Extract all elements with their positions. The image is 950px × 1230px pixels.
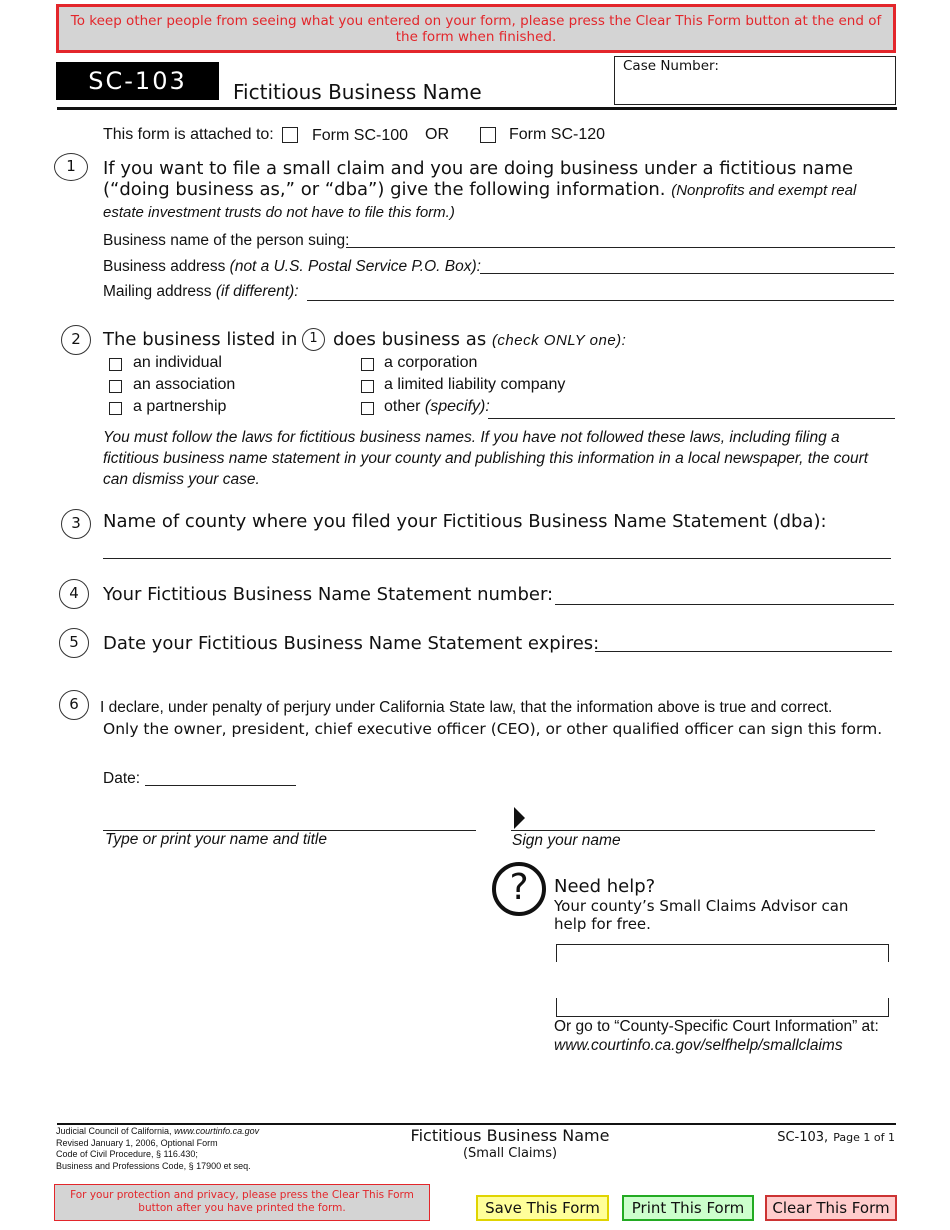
help-title: Need help? (554, 876, 656, 897)
statement-number-field[interactable] (555, 604, 894, 605)
help-question-icon: ? (492, 862, 546, 916)
checkbox-corporation[interactable] (361, 358, 374, 371)
option-other-label: other (384, 398, 421, 415)
footer-rule (57, 1123, 896, 1125)
bottom-notice-text: For your protection and privacy, please press the Clear This Form button after you have printed the form. (70, 1189, 414, 1214)
item-1-text (103, 158, 893, 223)
name-title-caption: Type or print your name and title (105, 831, 327, 848)
item-1-main-text: If you want to file a small claim and you are doing business under a fictitious name (“doing business as,” or “dba”) give the following information. (103, 158, 854, 200)
save-form-button[interactable]: Save This Form (476, 1195, 609, 1221)
footer-center-title: Fictitious Business Name (410, 1126, 610, 1145)
advisor-box-bottom-rule (557, 1016, 888, 1017)
attached-label: This form is attached to: (103, 126, 274, 143)
item-2-warning: You must follow the laws for fictitious business names. If you have not followed these laws, including filing a fictitious business name statement in your county and publishing this information in a local newspaper, the court can dismiss your case. (103, 429, 869, 488)
footer-code1: Code of Civil Procedure, § 116.430; (56, 1149, 198, 1159)
form-code-badge (56, 62, 219, 100)
footer-council: Judicial Council of California, (56, 1126, 172, 1136)
item-2-number: 2 (61, 325, 91, 355)
page-title: Fictitious Business Name (233, 80, 482, 104)
advisor-info-box[interactable] (556, 944, 889, 1017)
option-llc-label: a limited liability company (384, 376, 566, 393)
item-2-text (103, 329, 297, 350)
option-partnership-label: a partnership (133, 398, 227, 415)
item-6-declaration: I declare, under penalty of perjury under California State law, that the information above is true and correct. (100, 699, 833, 716)
business-name-field[interactable] (346, 247, 895, 248)
footer-form-code: SC-103, (777, 1130, 829, 1145)
form-code: SC-103 (88, 67, 187, 95)
item-2-text-b: does business as (333, 329, 487, 350)
mailing-address-label: Mailing address (103, 283, 212, 300)
attached-opt2-label: Form SC-120 (509, 126, 606, 143)
expiration-date-field[interactable] (595, 651, 892, 652)
advisor-box-top-rule (557, 944, 888, 945)
item-3-text: Name of county where you filed your Fictitious Business Name Statement (dba): (103, 511, 827, 532)
county-field[interactable] (103, 558, 891, 559)
footer-revised: Revised January 1, 2006, Optional Form (56, 1137, 218, 1148)
case-number-label: Case Number: (623, 58, 719, 74)
business-address-field[interactable] (480, 273, 894, 274)
item-4-text: Your Fictitious Business Name Statement number: (103, 584, 554, 605)
top-privacy-notice (56, 4, 896, 53)
item-5-text: Date your Fictitious Business Name Statement expires: (103, 633, 600, 654)
checkbox-association[interactable] (109, 380, 122, 393)
advisor-box-gap-right (886, 962, 890, 998)
attached-or: OR (425, 126, 449, 143)
checkbox-other[interactable] (361, 402, 374, 415)
option-association-label: an association (133, 376, 236, 393)
help-goto: Or go to “County-Specific Court Information” at: (554, 1018, 879, 1035)
case-number-box[interactable] (614, 56, 896, 105)
mailing-address-label-wrap (103, 283, 299, 301)
business-address-note: (not a U.S. Postal Service P.O. Box): (229, 258, 481, 275)
item-2-text-a: The business listed in (103, 329, 298, 350)
option-corporation-label: a corporation (384, 354, 478, 371)
clear-form-button[interactable]: Clear This Form (765, 1195, 897, 1221)
bottom-privacy-notice (54, 1184, 430, 1221)
help-text: Your county’s Small Claims Advisor can help for free. (554, 897, 849, 933)
other-specify-field[interactable] (488, 418, 895, 419)
item-3-number: 3 (61, 509, 91, 539)
attached-opt1-label: Form SC-100 (312, 127, 409, 144)
item-4-number: 4 (59, 579, 89, 609)
checkbox-form-sc100[interactable] (282, 127, 298, 143)
option-other-label-wrap (384, 398, 490, 416)
print-form-button[interactable]: Print This Form (622, 1195, 754, 1221)
item-5-number: 5 (59, 628, 89, 658)
item-2-ref-number: 1 (302, 328, 325, 351)
signature-arrow-icon (514, 807, 525, 829)
checkbox-llc[interactable] (361, 380, 374, 393)
item-6-number: 6 (59, 690, 89, 720)
help-url[interactable]: www.courtinfo.ca.gov/selfhelp/smallclaims (554, 1037, 843, 1054)
item-1-number: 1 (54, 153, 88, 181)
footer-council-line (56, 1126, 259, 1138)
checkbox-form-sc120[interactable] (480, 127, 496, 143)
business-name-label: Business name of the person suing: (103, 232, 350, 249)
item-1-note: (Nonprofits and exempt real estate investment trusts do not have to file this form.) (103, 182, 857, 221)
business-address-label: Business address (103, 258, 226, 275)
option-other-note: (specify): (424, 398, 490, 415)
footer-council-url: www.courtinfo.ca.gov (174, 1126, 260, 1136)
footer-center-sub: (Small Claims) (462, 1146, 558, 1161)
footer-code2: Business and Professions Code, § 17900 et seq. (56, 1160, 251, 1171)
header-rule (57, 107, 897, 110)
footer-page: Page 1 of 1 (833, 1131, 895, 1144)
signature-caption: Sign your name (512, 832, 621, 849)
mailing-address-note: (if different): (215, 283, 299, 300)
business-address-label-wrap (103, 258, 481, 276)
checkbox-partnership[interactable] (109, 402, 122, 415)
advisor-box-gap-left (555, 962, 559, 998)
footer-left (56, 1126, 259, 1172)
date-field[interactable] (145, 785, 296, 786)
item-2-note: (check ONLY one): (491, 332, 627, 349)
date-label: Date: (103, 770, 141, 787)
mailing-address-field[interactable] (307, 300, 894, 301)
footer-right (740, 1126, 895, 1145)
signature-field[interactable] (511, 830, 875, 831)
item-2-text-b-wrap (333, 329, 626, 350)
option-individual-label: an individual (133, 354, 222, 371)
top-notice-text: To keep other people from seeing what you entered on your form, please press the Clear This Form button at the end of the form when finished. (70, 13, 882, 45)
checkbox-individual[interactable] (109, 358, 122, 371)
item-6-signer-note: Only the owner, president, chief executive officer (CEO), or other qualified officer can sign this form. (103, 720, 883, 738)
